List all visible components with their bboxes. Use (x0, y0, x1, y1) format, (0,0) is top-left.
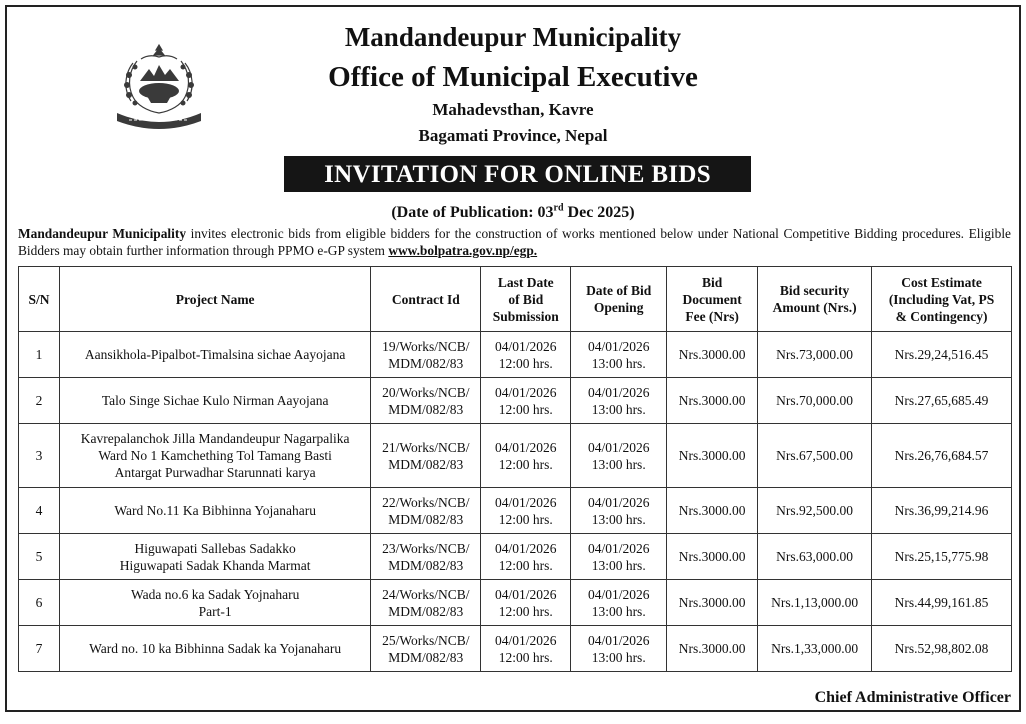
header-line: Document (682, 291, 742, 307)
cell-contract-id-line: 25/Works/NCB/ (382, 632, 470, 648)
cell-opening-date-line: 13:00 hrs. (591, 603, 646, 619)
cell-contract-id-line: 19/Works/NCB/ (382, 338, 470, 354)
cell-project-name-line: Talo Singe Sichae Kulo Nirman Aayojana (101, 393, 329, 408)
cell-project-name-line: Antargat Purwadhar Starunnati karya (114, 465, 316, 480)
cell-contract-id-line: MDM/082/83 (388, 603, 464, 619)
cell-contract-id-line: 23/Works/NCB/ (382, 540, 470, 556)
table-row (19, 580, 1012, 626)
cell-opening-date-line: 13:00 hrs. (591, 355, 646, 371)
address-line-2: Bagamati Province, Nepal (418, 126, 608, 145)
cell-last-date-line: 12:00 hrs. (498, 649, 553, 665)
cell-opening-date-line: 13:00 hrs. (591, 401, 646, 417)
header-bid-security (758, 267, 872, 332)
cell-bid-security: Nrs.1,33,000.00 (758, 626, 872, 672)
cell-sn: 1 (19, 332, 60, 378)
cell-bid-security: Nrs.73,000.00 (758, 332, 872, 378)
header-line: Submission (492, 308, 559, 324)
cell-project-name-line: Wada no.6 ka Sadak Yojnaharu (130, 586, 300, 602)
cell-bid-security: Nrs.70,000.00 (758, 378, 872, 424)
cell-opening-date-line: 04/01/2026 (587, 384, 650, 400)
cell-last-date-line: 04/01/2026 (495, 494, 557, 510)
cell-last-date-line: 12:00 hrs. (498, 401, 553, 417)
cell-contract-id-line: MDM/082/83 (388, 355, 464, 371)
cell-last-date-line: 12:00 hrs. (498, 456, 553, 472)
bids-table-body (19, 332, 1012, 672)
cell-contract-id-line: 22/Works/NCB/ (382, 494, 470, 510)
cell-opening-date-line: 04/01/2026 (587, 632, 650, 648)
cell-contract-id (371, 534, 481, 580)
table-row (19, 424, 1012, 488)
header-line: Bid (702, 274, 723, 290)
header-contract-id: Contract Id (371, 267, 481, 332)
header-last-date (481, 267, 571, 332)
cell-opening-date (571, 378, 667, 424)
header-line: Fee (Nrs) (685, 308, 739, 324)
cell-cost-estimate: Nrs.44,99,161.85 (872, 580, 1012, 626)
cell-project-name-line: Part-1 (198, 603, 232, 619)
header-cost-estimate (872, 267, 1012, 332)
header-line: & Contingency) (895, 308, 988, 324)
table-row (19, 534, 1012, 580)
cell-opening-date (571, 534, 667, 580)
cell-sn: 2 (19, 378, 60, 424)
cell-last-date-line: 12:00 hrs. (498, 511, 553, 527)
cell-contract-id (371, 332, 481, 378)
table-header-row (19, 267, 1012, 332)
cell-project-name-line: Higuwapati Sallebas Sadakko (134, 540, 296, 556)
cell-sn: 7 (19, 626, 60, 672)
cell-project-name (59, 378, 370, 424)
cell-project-name-line: Higuwapati Sadak Khanda Marmat (119, 557, 311, 573)
cell-bid-security: Nrs.1,13,000.00 (758, 580, 872, 626)
cell-last-date-line: 04/01/2026 (495, 439, 557, 455)
cell-document-fee: Nrs.3000.00 (667, 626, 758, 672)
cell-bid-security: Nrs.63,000.00 (758, 534, 872, 580)
cell-document-fee: Nrs.3000.00 (667, 488, 758, 534)
header-line: Amount (Nrs.) (772, 300, 857, 315)
header-line: of Bid (508, 291, 544, 307)
cell-opening-date (571, 626, 667, 672)
cell-project-name (59, 332, 370, 378)
cell-last-date-line: 12:00 hrs. (498, 557, 553, 573)
table-row (19, 378, 1012, 424)
cell-contract-id-line: 21/Works/NCB/ (382, 439, 470, 455)
header-line: Last Date (497, 274, 554, 290)
cell-last-date-line: 12:00 hrs. (498, 355, 553, 371)
intro-body: invites electronic bids from eligible bidders for the construction of works mentioned below under National Competitive Bidding procedures. Eligible Bidders may obtain further information through PPMO e-GP system (18, 226, 1011, 258)
table-row (19, 332, 1012, 378)
cell-last-date (481, 488, 571, 534)
cell-project-name-line: Ward No.11 Ka Bibhinna Yojanaharu (114, 503, 316, 518)
cell-contract-id (371, 424, 481, 488)
header-opening-date (571, 267, 667, 332)
cell-project-name (59, 488, 370, 534)
cell-cost-estimate: Nrs.36,99,214.96 (872, 488, 1012, 534)
cell-opening-date (571, 424, 667, 488)
cell-opening-date-line: 04/01/2026 (587, 540, 650, 556)
cell-last-date (481, 424, 571, 488)
cell-last-date-line: 04/01/2026 (495, 338, 557, 354)
cell-document-fee: Nrs.3000.00 (667, 580, 758, 626)
cell-document-fee: Nrs.3000.00 (667, 424, 758, 488)
cell-bid-security: Nrs.92,500.00 (758, 488, 872, 534)
cell-opening-date-line: 13:00 hrs. (591, 456, 646, 472)
cell-opening-date (571, 580, 667, 626)
cell-contract-id-line: MDM/082/83 (388, 401, 464, 417)
cell-contract-id (371, 626, 481, 672)
cell-last-date (481, 534, 571, 580)
notice-banner: INVITATION FOR ONLINE BIDS (284, 156, 751, 192)
cell-project-name (59, 580, 370, 626)
cell-contract-id-line: MDM/082/83 (388, 557, 464, 573)
table-row (19, 626, 1012, 672)
intro-municipality: Mandandeupur Municipality (18, 226, 187, 241)
cell-project-name-line: Aansikhola-Pipalbot-Timalsina sichae Aayojana (84, 347, 346, 362)
cell-cost-estimate: Nrs.29,24,516.45 (872, 332, 1012, 378)
cell-contract-id (371, 488, 481, 534)
cell-sn: 3 (19, 424, 60, 488)
cell-last-date (481, 580, 571, 626)
cell-opening-date (571, 332, 667, 378)
cell-project-name (59, 534, 370, 580)
cell-cost-estimate: Nrs.52,98,802.08 (872, 626, 1012, 672)
cell-contract-id-line: MDM/082/83 (388, 649, 464, 665)
cell-contract-id (371, 378, 481, 424)
intro-paragraph (18, 225, 1011, 259)
cell-last-date (481, 378, 571, 424)
cell-project-name-line: Ward no. 10 ka Bibhinna Sadak ka Yojanaharu (89, 641, 342, 656)
cell-sn: 4 (19, 488, 60, 534)
cell-opening-date-line: 04/01/2026 (587, 586, 650, 602)
bid-notice-page (5, 5, 1021, 712)
cell-last-date-line: 04/01/2026 (495, 540, 557, 556)
cell-bid-security: Nrs.67,500.00 (758, 424, 872, 488)
header-line: Bid security (779, 283, 850, 298)
cell-contract-id-line: 24/Works/NCB/ (382, 586, 470, 602)
header-sn: S/N (19, 267, 60, 332)
cell-project-name (59, 626, 370, 672)
publication-date: (Date of Publication: 03rd Dec 2025) (391, 202, 635, 221)
bids-table (18, 266, 1012, 672)
cell-document-fee: Nrs.3000.00 (667, 332, 758, 378)
cell-last-date-line: 04/01/2026 (495, 632, 557, 648)
cell-sn: 5 (19, 534, 60, 580)
cell-cost-estimate: Nrs.25,15,775.98 (872, 534, 1012, 580)
cell-project-name-line: Kavrepalanchok Jilla Mandandeupur Nagarpalika (80, 431, 350, 446)
bolpatra-link[interactable]: www.bolpatra.gov.np/egp. (388, 243, 538, 258)
cell-cost-estimate: Nrs.26,76,684.57 (872, 424, 1012, 488)
header-document-fee (667, 267, 758, 332)
cell-opening-date-line: 04/01/2026 (587, 494, 650, 510)
cell-last-date-line: 12:00 hrs. (498, 603, 553, 619)
cell-sn: 6 (19, 580, 60, 626)
cell-project-name-line: Ward No 1 Kamchething Tol Tamang Basti (98, 448, 332, 463)
cell-last-date (481, 626, 571, 672)
header-line: Date of Bid (586, 283, 652, 298)
cell-contract-id-line: MDM/082/83 (388, 511, 464, 527)
cell-opening-date (571, 488, 667, 534)
cell-contract-id (371, 580, 481, 626)
organization-title: Mandandeupur Municipality (344, 22, 682, 52)
cell-last-date-line: 04/01/2026 (495, 586, 557, 602)
cell-document-fee: Nrs.3000.00 (667, 534, 758, 580)
office-title: Office of Municipal Executive (328, 61, 698, 93)
cell-opening-date-line: 13:00 hrs. (591, 557, 646, 573)
cell-document-fee: Nrs.3000.00 (667, 378, 758, 424)
cell-last-date (481, 332, 571, 378)
cell-last-date-line: 04/01/2026 (495, 384, 557, 400)
cell-opening-date-line: 04/01/2026 (587, 439, 650, 455)
header-line: Cost Estimate (901, 274, 982, 290)
header-project-name: Project Name (59, 267, 370, 332)
cell-opening-date-line: 13:00 hrs. (591, 511, 646, 527)
cell-project-name (59, 424, 370, 488)
cell-opening-date-line: 04/01/2026 (587, 338, 650, 354)
cell-contract-id-line: MDM/082/83 (388, 456, 464, 472)
table-row (19, 488, 1012, 534)
cell-contract-id-line: 20/Works/NCB/ (382, 384, 470, 400)
address-line-1: Mahadevsthan, Kavre (432, 100, 594, 119)
header-line: Opening (593, 300, 644, 315)
signature: Chief Administrative Officer (814, 689, 1011, 706)
header-line: (Including Vat, PS (888, 291, 995, 307)
cell-opening-date-line: 13:00 hrs. (591, 649, 646, 665)
cell-cost-estimate: Nrs.27,65,685.49 (872, 378, 1012, 424)
